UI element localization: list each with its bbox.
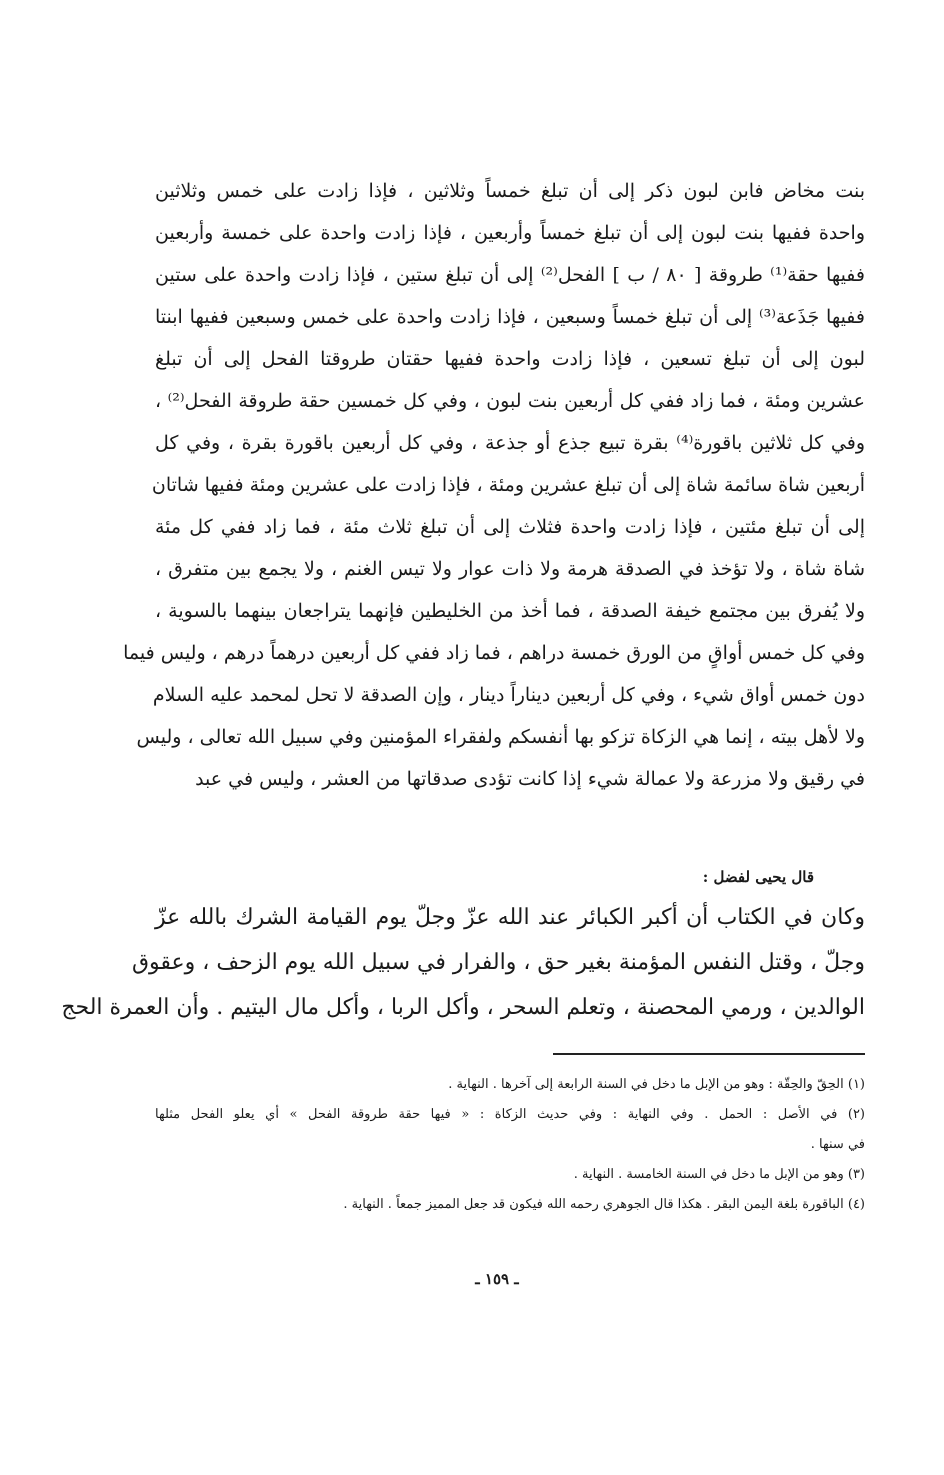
main-text-block [123,170,866,800]
text-line: وكان في الكتاب أن أكبر الكبائر عند الله عزّ وجلّ يوم القيامة الشرك بالله عزّ [155,905,865,930]
text-line: ففيها حقة⁽¹⁾ طروقة [ ٨٠ / ب ] الفحل⁽²⁾ إلى أن تبلغ ستين ، فإذا زادت واحدة على ستين [155,264,865,286]
text-line: الوالدين ، ورمي المحصنة ، وتعلم السحر ، وأكل الربا ، وأكل مال اليتيم . وأن العمرة الحج [61,995,865,1020]
footnote: (٢) في الأصل : الحمل . وفي النهاية : وفي حديث الزكاة : « فيها حقة طروقة الفحل » أي يعلو الفحل مثلها [155,1107,865,1122]
text-line: شاة شاة ، ولا تؤخذ في الصدقة هرمة ولا ذات عوار ولا تيس الغنم ، ولا يجمع بين متفرق ، [155,558,865,580]
text-line: عشرين ومئة ، فما زاد ففي كل أربعين بنت لبون ، وفي كل خمسين حقة طروقة الفحل⁽²⁾ ، [155,390,866,412]
footnote-separator [553,1053,865,1055]
footnotes [155,1070,865,1220]
footnote: (٣) وهو من الإبل ما دخل في السنة الخامسة . النهاية . [573,1167,865,1182]
text-line: وفي كل خمس أواقٍ من الورق خمسة دراهم ، فما زاد ففي كل أربعين درهماً درهم ، وليس فيما [123,642,865,664]
text-line: إلى أن تبلغ مئتين ، فإذا زادت واحدة فثلاث إلى أن تبلغ ثلاث مئة ، فما زاد ففي كل مئة [155,516,865,538]
footnote-continuation: في سنها . [810,1137,865,1152]
footnote: (١) الحِقّ والحِقّة : وهو من الإبل ما دخل في السنة الرابعة إلى آخرها . النهاية . [448,1077,865,1092]
text-line: وفي كل ثلاثين باقورة⁽⁴⁾ بقرة تبيع جذع أو جذعة ، وفي كل أربعين باقورة بقرة ، وفي كل [155,432,865,454]
text-line: وجلّ ، وقتل النفس المؤمنة بغير حق ، والفرار في سبيل الله يوم الزحف ، وعقوق [131,950,865,975]
text-line: أربعين شاة سائمة شاة إلى أن تبلغ عشرين ومئة ، فإذا زادت على عشرين ومئة ففيها شاتان [151,474,865,496]
text-line: بنت مخاض فابن لبون ذكر إلى أن تبلغ خمساً وثلاثين ، فإذا زادت على خمس وثلاثين [155,180,865,202]
text-line: واحدة ففيها بنت لبون إلى أن تبلغ خمساً وأربعين ، فإذا زادت واحدة على خمسة وأربعين [155,222,865,244]
text-line: لبون إلى أن تبلغ تسعين ، فإذا زادت واحدة ففيها حقتان طروقتا الفحل إلى أن تبلغ [155,348,865,370]
text-line: ففيها جَذَعة⁽³⁾ إلى أن تبلغ خمساً وسبعين ، فإذا زادت واحدة على خمس وسبعين ففيها ابنتا [155,306,865,328]
section-text-block [61,895,865,1030]
text-line: في رقيق ولا مزرعة ولا عمالة شيء إذا كانت تؤدى صدقاتها من العشر ، وليس في عبد [195,768,865,790]
footnote: (٤) الباقورة بلغة اليمن البقر . هكذا قال الجوهري رحمه الله فيكون قد جعل المميز جمعاً . النهاية . [343,1197,865,1212]
section-heading: قال يحيى لفضل : [702,868,814,886]
text-line: ولا يُفرق بين مجتمع خيفة الصدقة ، فما أخذ من الخليطين فإنهما يتراجعان بينهما بالسوية ، [155,600,865,622]
text-line: دون خمس أواق شيء ، وفي كل أربعين ديناراً دينار ، وإن الصدقة لا تحل لمحمد عليه السلام [152,684,865,706]
text-line: ولا لأهل بيته ، إنما هي الزكاة تزكو بها أنفسكم ولفقراء المؤمنين وفي سبيل الله تعالى ، وليس [136,726,865,748]
page-number: ـ ١٥٩ ـ [475,1270,519,1288]
